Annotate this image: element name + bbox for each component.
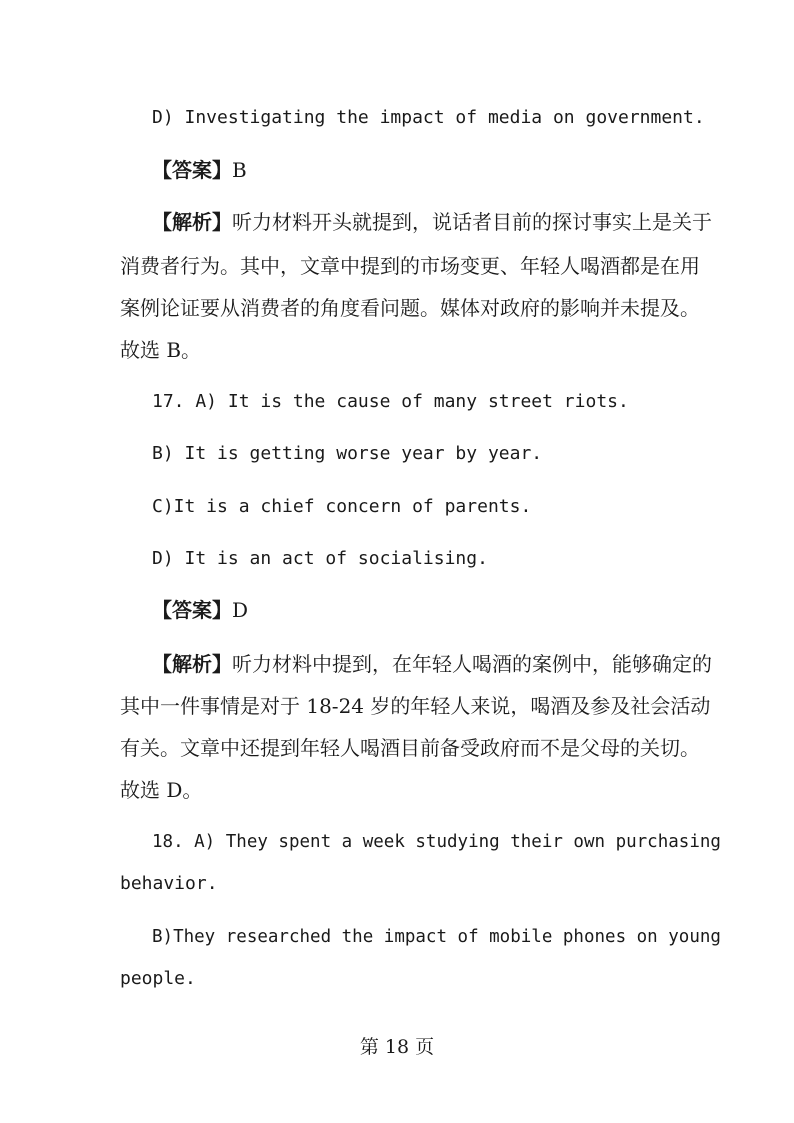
analysis-label: 【解析】 [152,210,232,234]
analysis-text: 听力材料中提到，在年轻人喝酒的案例中，能够确定的 [232,652,712,676]
answer-label: 【答案】 [152,598,232,622]
q17-option-c: C)It is a chief concern of parents. [152,496,532,517]
analysis-label: 【解析】 [152,652,232,676]
page-number: 第 18 页 [359,1036,435,1058]
q18-option-b: B)They researched the impact of mobile phones on young [152,927,721,947]
answer-value: D [232,598,249,622]
q18-option-a-cont: behavior. [120,873,218,894]
q17-analysis-line: 故选 D。 [120,778,203,802]
q17-analysis-line: 有关。文章中还提到年轻人喝酒目前备受政府而不是父母的关切。 [120,736,700,760]
q16-analysis-line: 消费者行为。其中，文章中提到的市场变更、年轻人喝酒都是在用 [120,254,700,278]
answer-label: 【答案】 [152,158,232,182]
q16-analysis-line: 案例论证要从消费者的角度看问题。媒体对政府的影响并未提及。 [120,296,700,320]
q17-answer [152,598,248,622]
analysis-text: 听力材料开头就提到，说话者目前的探讨事实上是关于 [232,210,712,234]
q18-option-b-cont: people. [120,968,196,989]
q17-analysis-line [152,652,712,676]
q17-option-b: B) It is getting worse year by year. [152,443,543,464]
q16-analysis-line: 故选 B。 [120,338,202,362]
q17-analysis-line: 其中一件事情是对于 18-24 岁的年轻人来说，喝酒及参及社会活动 [120,694,711,718]
q17-option-a: 17. A) It is the cause of many street riots. [152,391,629,412]
answer-value: B [232,158,247,182]
q16-analysis-line [152,210,712,234]
q17-option-d: D) It is an act of socialising. [152,548,488,569]
q16-option-d: D) Investigating the impact of media on government. [152,107,705,128]
q16-answer [152,158,247,182]
q18-option-a: 18. A) They spent a week studying their own purchasing [152,832,721,852]
